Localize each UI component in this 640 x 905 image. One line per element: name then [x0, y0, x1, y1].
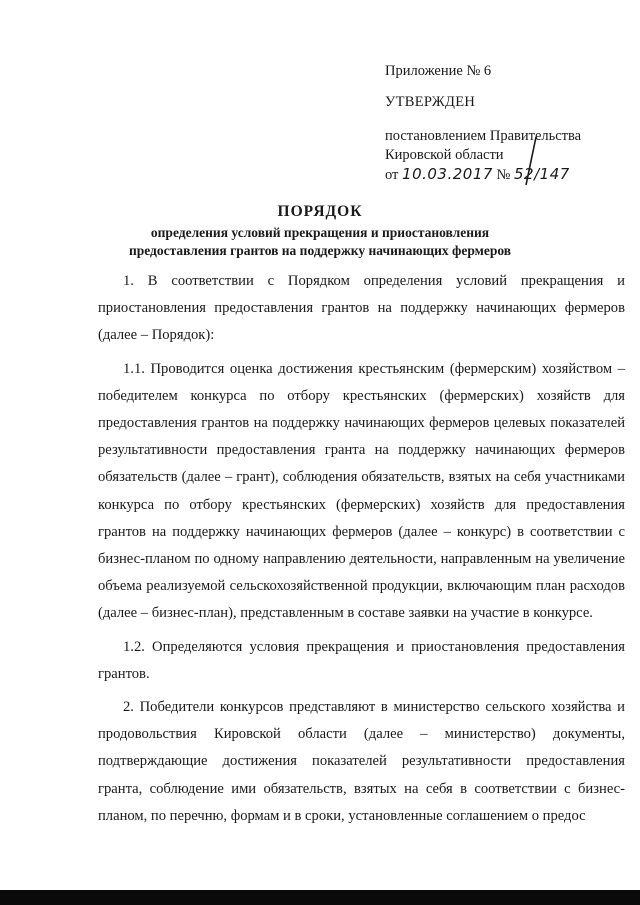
number-sign: №	[496, 167, 511, 183]
paragraph-2: 2. Победители конкурсов представляют в министерство сельского хозяйства и продовольствия Кировской области (далее – министерство) документы, подтверждающие достижения показателей результативности предоставления гранта, соблюдение ими обязательств, взятых на себя в соответствии с бизнес-планом, по перечню, формам и в сроки, установленные соглашением о предос	[98, 699, 625, 824]
approval-block	[385, 62, 625, 185]
decree-line: постановлением Правительства	[385, 128, 582, 144]
document-title: ПОРЯДОК	[277, 203, 363, 220]
annex-number: Приложение № 6	[385, 63, 492, 79]
document-heading	[40, 203, 600, 260]
date-number-line	[385, 165, 625, 185]
paragraph-1: 1. В соответствии с Порядком определения условий прекращения и приостановления предоставления грантов на поддержку начинающих фермеров (далее – Порядок):	[98, 273, 625, 344]
document-subtitle-line-1: определения условий прекращения и приостановления	[150, 225, 490, 240]
scan-edge-bar	[0, 890, 640, 905]
approved-label: УТВЕРЖДЕН	[385, 94, 476, 110]
paragraph-1-2: 1.2. Определяются условия прекращения и приостановления предоставления грантов.	[98, 638, 625, 682]
date-prefix: от	[385, 167, 399, 183]
document-body	[98, 268, 625, 836]
handwritten-date: 10.03.2017	[402, 165, 493, 183]
handwritten-number: 52/147	[514, 165, 570, 183]
region-line: Кировской области	[385, 147, 504, 163]
document-subtitle-line-2: предоставления грантов на поддержку начинающих фермеров	[128, 243, 512, 258]
handwritten-slash-mark	[524, 135, 538, 187]
paragraph-1-1: 1.1. Проводится оценка достижения крестьянским (фермерским) хозяйством – победителем конкурса по отбору крестьянских (фермерских) хозяйств для предоставления грантов на поддержку начинающих фермеров целевых показателей результативности предоставления гранта на поддержку начинающих фермеров обязательств (далее – грант), соблюдения обязательств, взятых на себя участниками конкурса по отбору крестьянских (фермерских) хозяйств для предоставления грантов на поддержку начинающих фермеров (далее – конкурс) в соответствии с бизнес-планом по одному направлению деятельности, направленным на увеличение объема реализуемой сельскохозяйственной продукции, включающим план расходов (далее – бизнес-план), представленным в составе заявки на участие в конкурсе.	[98, 360, 625, 622]
